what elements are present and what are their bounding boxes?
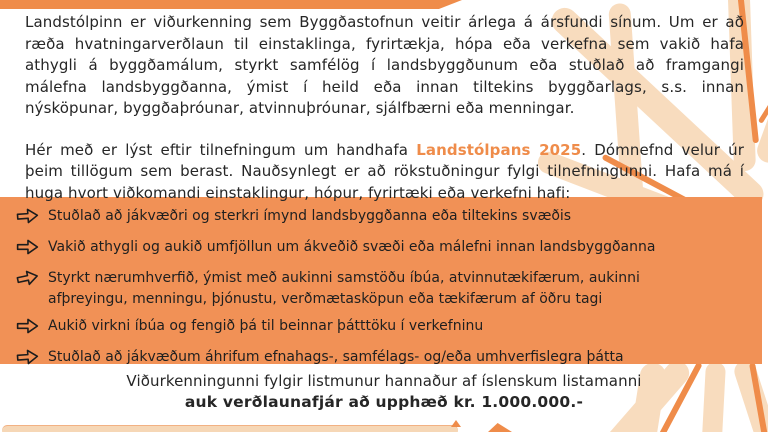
criteria-item-text: Stuðlað að jákvæðum áhrifum efnahags-, samfélags- og/eða umhverfislegra þátta: [48, 349, 624, 365]
ribbon-triangle-icon: [451, 420, 461, 427]
call-text-after: . Dómnefnd velur úr þeim tillögum sem berast. Nauðsynlegt er að rökstuðningur fylgi tilnefningunni. Hafa má í huga hvort viðkomandi einstaklingur, hópur, fyrirtæki eða verkefni hafi:: [25, 140, 744, 202]
landstolpans-2025-highlight: Landstólpans 2025: [416, 140, 582, 159]
sun-ray-thin: [758, 28, 768, 124]
intro-paragraph-text: Landstólpinn er viðurkenning sem Byggðastofnun veitir árlega á ársfundi sínum. Um er að ræða hvatningarverðlaun til einstaklinga, fyrirtækja, hópa eða verkefna sem vakið hafa athygli á byggðamálum, styrkt samfélög í landsbyggðunum eða stuðlað að framgangi málefna landsbyggðanna, ýmist í heild eða innan tiltekins byggðarlags, s.s. innan nýsköpunar, byggðaþróunar, atvinnuþróunar, sjálfbærni eða menningar.: [25, 13, 744, 117]
criteria-item: [16, 347, 702, 372]
arrow-right-icon: [16, 208, 39, 231]
prize-amount: auk verðlaunafjár að upphæð kr. 1.000.000.-: [184, 393, 584, 411]
arrow-right-icon: [16, 318, 39, 341]
bottom-ribbon: [2, 425, 458, 432]
criteria-item: [16, 237, 702, 262]
arrow-right-icon: [16, 239, 39, 262]
intro-paragraph: [25, 12, 744, 120]
arrow-right-icon: [16, 270, 39, 293]
arrow-right-icon: [16, 349, 39, 372]
call-text-before: Hér með er lýst eftir tilnefningum um handhafa: [25, 140, 417, 159]
award-description: Viðurkenningunni fylgir listmunur hannaður af íslenskum listamanni: [126, 372, 642, 390]
criteria-item-text: Vakið athygli og aukið umfjöllun um ákveðið svæði eða málefni innan landsbyggðanna: [48, 239, 656, 255]
award-footer: [0, 372, 768, 411]
criteria-item: [16, 206, 702, 231]
intro-section: [25, 12, 744, 204]
call-for-nominations-paragraph: [25, 140, 744, 205]
criteria-item-text: Stuðlað að jákvæðri og sterkri ímynd landsbyggðanna eða tiltekins svæðis: [48, 208, 572, 224]
criteria-list: [0, 197, 762, 372]
criteria-item-text: Styrkt nærumhverfið, ýmist með aukinni samstöðu íbúa, atvinnutækifærum, aukinni afþreyingu, menningu, þjónustu, verðmætasköpun eða tækifærum af öðru tagi: [48, 270, 640, 307]
criteria-item: [16, 316, 702, 341]
criteria-band: [0, 197, 762, 364]
criteria-item-text: Aukið virkni íbúa og fengið þá til beinnar þátttöku í verkefninu: [48, 318, 484, 334]
top-accent-bar: [0, 0, 462, 9]
criteria-item: [16, 268, 702, 310]
ribbon-wedge-icon: [488, 423, 512, 432]
